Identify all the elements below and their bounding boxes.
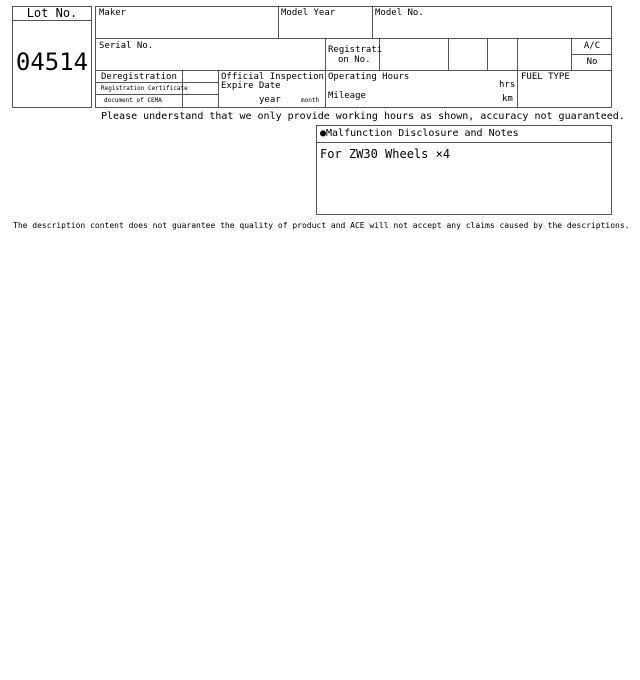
hrs-unit: hrs bbox=[499, 80, 516, 90]
inspection-label-2: Expire Date bbox=[221, 81, 281, 91]
malfunction-title: ●Malfunction Disclosure and Notes bbox=[320, 128, 519, 139]
ac-label: A/C bbox=[583, 41, 601, 51]
fuel-type-label: FUEL TYPE bbox=[521, 72, 570, 82]
registration-no-label-1: Registrati bbox=[328, 45, 383, 55]
model-no-label: Model No. bbox=[375, 8, 424, 18]
mileage-label: Mileage bbox=[328, 91, 366, 101]
month-label: month bbox=[301, 97, 320, 104]
inspection-label-1: Official Inspection bbox=[221, 72, 324, 82]
km-unit: km bbox=[502, 94, 513, 104]
model-year-label: Model Year bbox=[281, 8, 336, 18]
cema-document-label: document of CEMA bbox=[104, 97, 162, 104]
serial-no-label: Serial No. bbox=[99, 41, 154, 51]
lot-label: Lot No. bbox=[26, 6, 78, 20]
year-label: year bbox=[259, 95, 281, 105]
lot-number: 04514 bbox=[15, 48, 89, 76]
ac-value: No bbox=[586, 57, 598, 67]
malfunction-note: For ZW30 Wheels ×4 bbox=[320, 147, 451, 161]
disclaimer-text: The description content does not guarantee the quality of product and ACE will not accept any claims caused by the descriptions. bbox=[13, 221, 630, 230]
maker-label: Maker bbox=[99, 8, 127, 18]
operating-hours-label: Operating Hours bbox=[328, 72, 410, 82]
registration-no-label-2: on No. bbox=[338, 55, 371, 65]
working-hours-notice: Please understand that we only provide working hours as shown, accuracy not guaranteed. bbox=[101, 111, 625, 122]
lot-divider bbox=[12, 20, 92, 21]
deregistration-label: Deregistration bbox=[101, 72, 177, 82]
registration-certificate-label: Registration Certificate bbox=[101, 85, 188, 92]
